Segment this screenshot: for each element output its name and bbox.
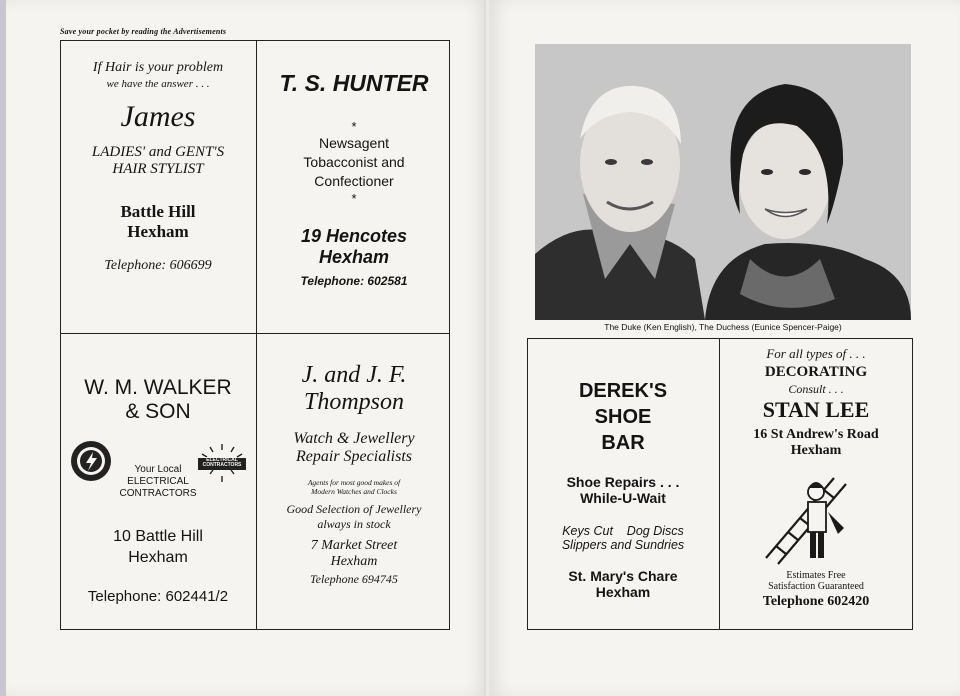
hunter-star-bottom: * [351,191,357,206]
derek-name-2: SHOE [594,406,652,428]
james-address-1: Battle Hill [120,202,196,221]
stanlee-satisfaction: Satisfaction Guaranteed [768,581,864,592]
hunter-address-1: 19 Hencotes [300,226,408,246]
walker-address [62,526,254,605]
ad-walker [62,376,254,424]
james-intro-2: we have the answer . . . [106,78,210,90]
hunter-name: T. S. HUNTER [279,70,429,96]
thompson-selection-1: Good Selection of Jewellery [286,502,422,516]
derek-address-1: St. Mary's Chare [568,568,678,584]
stanlee-consult: Consult . . . [788,382,844,396]
james-address-2: Hexham [127,222,189,241]
walker-local-1: Your Local [134,464,182,475]
lightning-emblem-icon [70,440,112,482]
derek-line-4: Slippers and Sundries [561,538,685,552]
james-line-2: HAIR STYLIST [112,161,204,177]
derek-line-1: Shoe Repairs . . . [566,474,680,490]
thompson-address-2: Hexham [330,554,378,569]
thompson-address-1: 7 Market Street [310,538,398,553]
walker-local-2: ELECTRICAL [127,476,189,487]
thompson-line-1: Watch & Jewellery [293,430,415,447]
walker-name-1: W. M. WALKER [84,376,232,399]
james-phone: Telephone: 606699 [104,258,212,273]
walker-local-block [110,464,206,500]
stanlee-intro: For all types of . . . [766,346,866,361]
hunter-line-3: Confectioner [314,173,394,189]
thompson-agents-1: Agents for most good makes of [307,478,401,487]
contractors-badge-text: ELECTRICAL CONTRACTORS [202,457,242,468]
walker-address-1: 10 Battle Hill [113,528,203,545]
james-intro-1: If Hair is your problem [92,60,224,75]
page-header: Save your pocket by reading the Advertisements [60,27,227,36]
ad-stan-lee [721,346,911,459]
grid-divider-horizontal [60,333,450,334]
ad-james [62,60,254,274]
walker-address-2: Hexham [128,549,188,566]
james-line-1: LADIES' and GENT'S [91,144,225,160]
derek-line-3: Keys Cut Dog Discs [562,524,684,538]
hunter-address-2: Hexham [318,247,390,267]
stanlee-name: STAN LEE [762,397,870,422]
thompson-agents-2: Modern Watches and Clocks [311,487,397,496]
derek-line-2: While-U-Wait [580,490,666,506]
ad-thompson [258,362,450,587]
hunter-line-2: Tobacconist and [303,154,405,170]
thompson-phone: Telephone 694745 [310,572,398,586]
stanlee-address-2: Hexham [790,443,842,458]
thompson-line-2: Repair Specialists [296,448,412,465]
stanlee-trade: DECORATING [764,364,868,380]
stanlee-address-1: 16 St Andrew's Road [753,427,879,442]
hunter-phone: Telephone: 602581 [300,274,408,288]
walker-name-2: & SON [125,400,191,423]
derek-name-1: DEREK'S [578,380,668,402]
cast-photo-figures [535,44,911,320]
thompson-selection-2: always in stock [317,517,391,531]
walker-phone: Telephone: 602441/2 [87,588,229,605]
decorator-ladder-icon [758,468,854,568]
stanlee-estimates: Estimates Free [786,570,846,581]
thompson-name-1: J. and J. F. [301,362,407,388]
thompson-name-2: Thompson [303,389,405,415]
derek-name-3: BAR [601,432,645,454]
ad-dereks [529,378,717,600]
derek-address-2: Hexham [595,584,651,600]
stanlee-footer [721,570,911,610]
walker-local-3: CONTRACTORS [119,488,197,499]
photo-caption: The Duke (Ken English), The Duchess (Eunice Spencer-Paige) [604,322,842,332]
hunter-star-top: * [351,119,357,134]
stanlee-phone: Telephone 602420 [762,594,870,609]
cast-photo [535,44,911,320]
james-name: James [120,100,196,133]
ad-hunter [258,70,450,288]
hunter-line-1: Newsagent [318,135,390,151]
